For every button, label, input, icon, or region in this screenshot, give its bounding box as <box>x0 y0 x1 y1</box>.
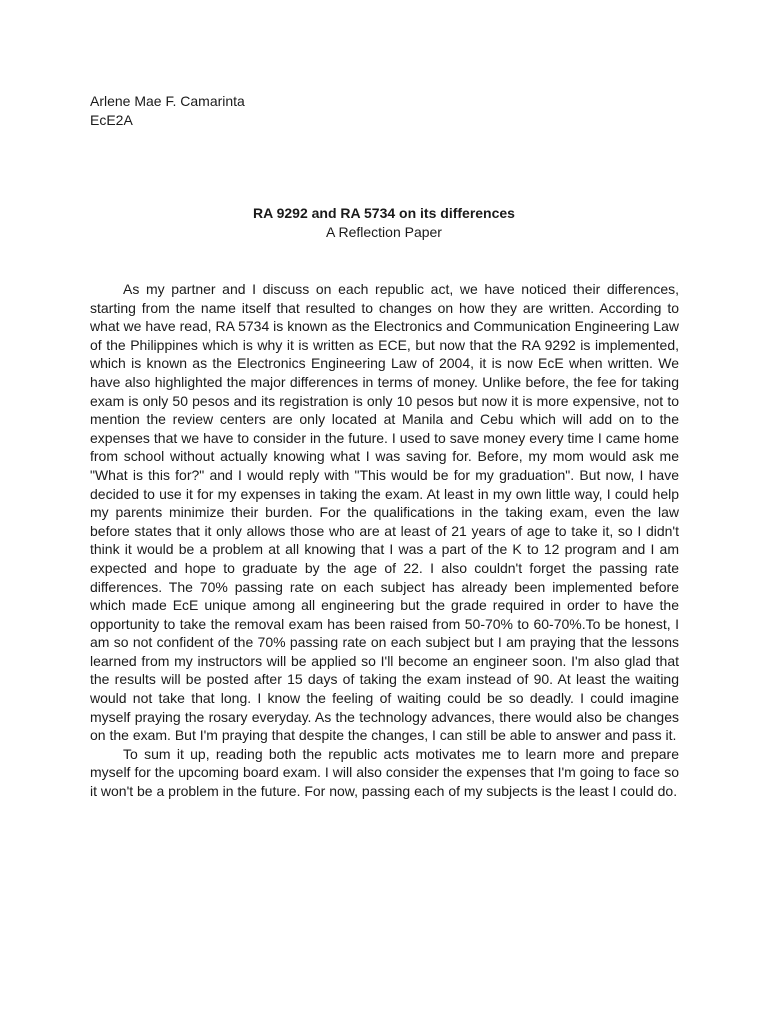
paper-title: RA 9292 and RA 5734 on its differences <box>253 205 515 221</box>
body-text <box>90 280 679 801</box>
paper-subtitle: A Reflection Paper <box>326 224 442 240</box>
author-section: EcE2A <box>90 112 133 128</box>
paragraph-1: As my partner and I discuss on each republic act, we have noticed their differences, starting from the name itself that resulted to changes on how they are written. According to what we have read, RA 5734 is known as the Electronics and Communication Engineering Law of the Philippines which is why it is written as ECE, but now that the RA 9292 is implemented, which is known as the Electronics Engineering Law of 2004, it is now EcE when written. We have also highlighted the major differences in terms of money. Unlike before, the fee for taking exam is only 50 pesos and its registration is only 10 pesos but now it is more expensive, not to mention the review centers are only located at Manila and Cebu which will add on to the expenses that we have to consider in the future. I used to save money every time I came home from school without actually knowing what I was saving for. Before, my mom would ask me "What is this for?" and I would reply with "This would be for my graduation". But now, I have decided to use it for my expenses in taking the exam. At least in my own little way, I could help my parents minimize their burden. For the qualifications in the taking exam, even the law before states that it only allows those who are at least of 21 years of age to take it, so I didn't think it would be a problem at all knowing that I was a part of the K to 12 program and I am expected and hope to graduate by the age of 22. I also couldn't forget the passing rate differences. The 70% passing rate on each subject has already been implemented before which made EcE unique among all engineering but the grade required in order to have the opportunity to take the removal exam has been raised from 50-70% to 60-70%.To be honest, I am so not confident of the 70% passing rate on each subject but I am praying that the lessons learned from my instructors will be applied so I'll become an engineer soon. I'm also glad that the results will be posted after 15 days of taking the exam instead of 90. At least the waiting would not take that long. I know the feeling of waiting could be so deadly. I could imagine myself praying the rosary everyday. As the technology advances, there would also be changes on the exam. But I'm praying that despite the changes, I can still be able to answer and pass it. <box>90 281 679 744</box>
title-block <box>90 204 678 242</box>
paragraph-2: To sum it up, reading both the republic acts motivates me to learn more and prepare myself for the upcoming board exam. I will also consider the expenses that I'm going to face so it won't be a problem in the future. For now, passing each of my subjects is the least I could do. <box>90 745 679 800</box>
author-block <box>90 92 245 130</box>
author-name: Arlene Mae F. Camarinta <box>90 93 245 109</box>
